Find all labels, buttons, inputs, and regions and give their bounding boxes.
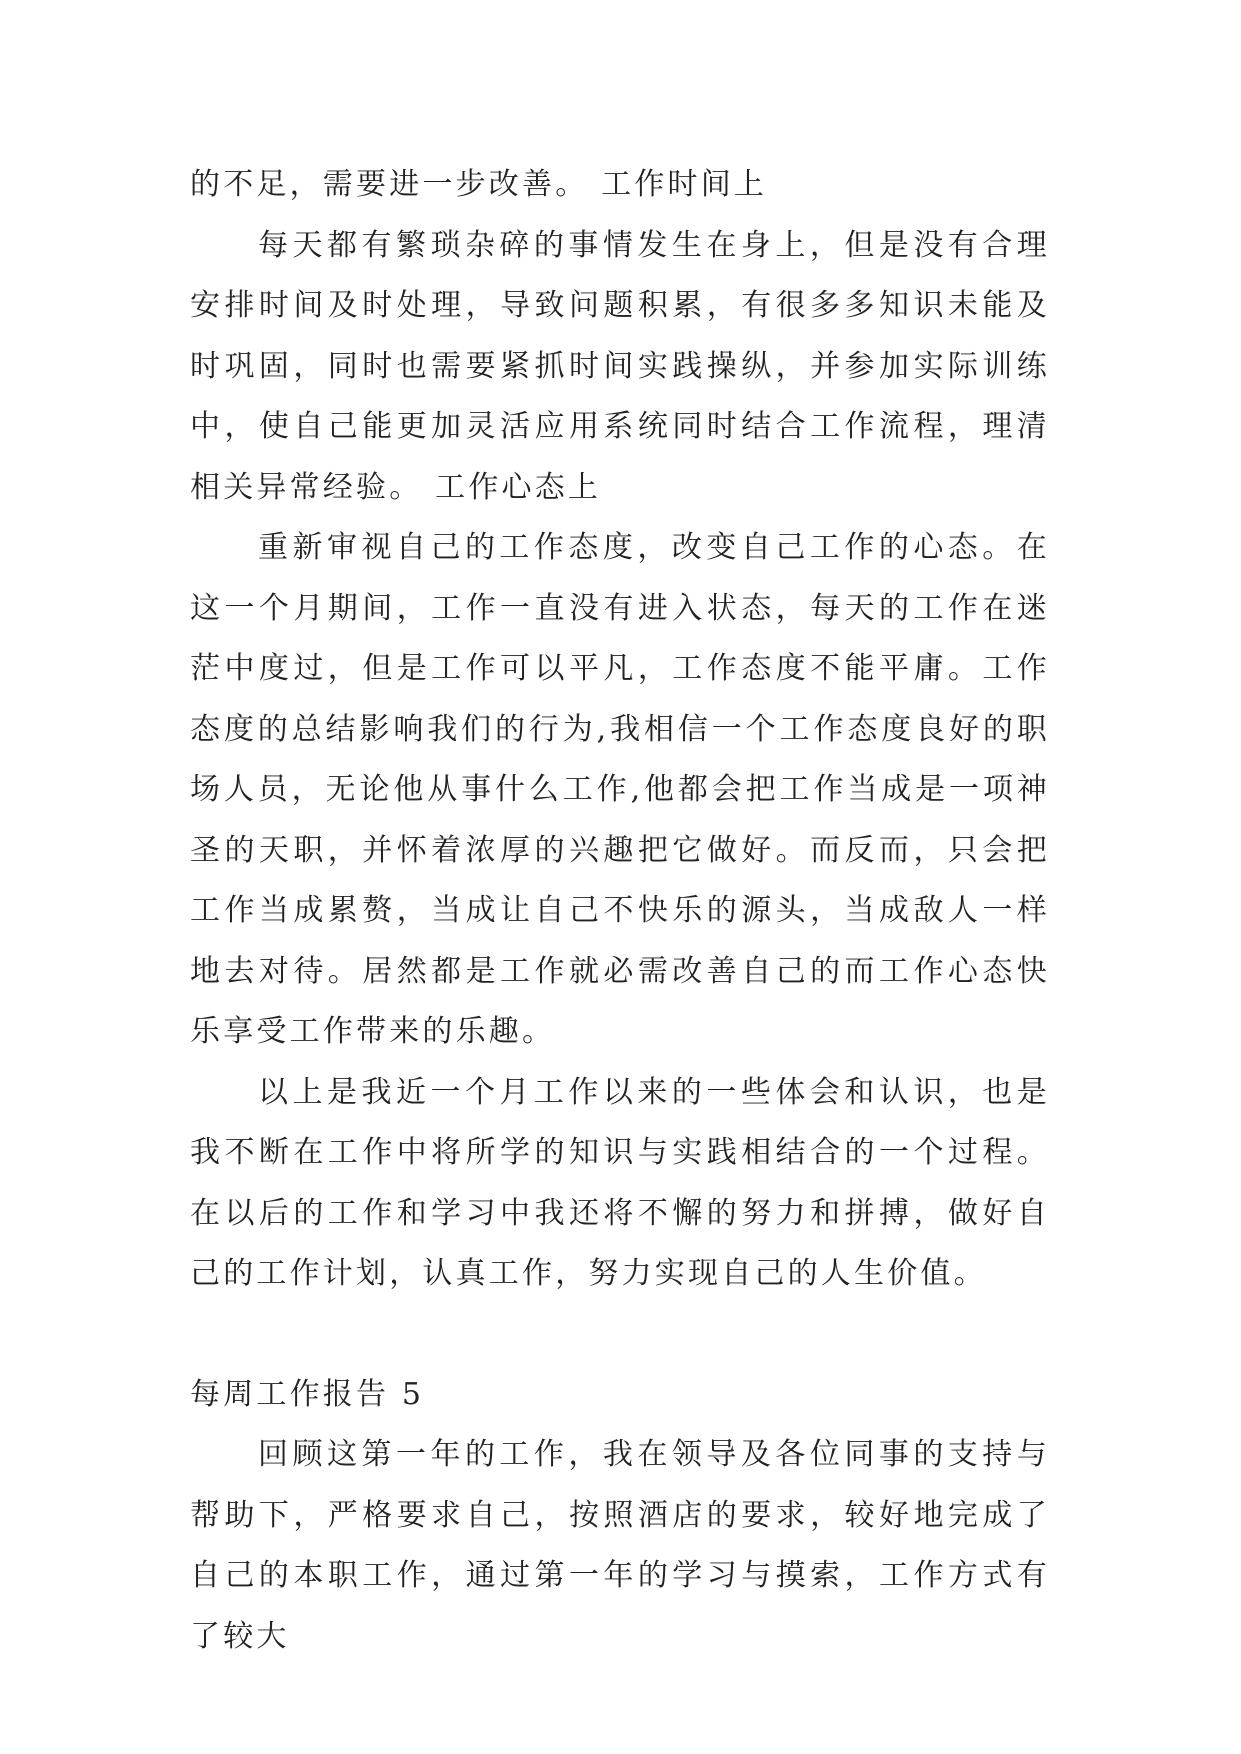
paragraph-1: 的不足，需要进一步改善。 工作时间上	[190, 167, 768, 202]
paragraph-3: 重新审视自己的工作态度，改变自己工作的心态。在这一个月期间，工作一直没有进入状态，每天的工作在迷茫中度过，但是工作可以平凡，工作态度不能平庸。工作态度的总结影响我们的行为,我相信一个工作态度良好的职场人员，无论他从事什么工作,他都会把工作当成是一项神圣的天职，并怀着浓厚的兴趣把它做好。而反而，只会把工作当成累赘，当成让自己不快乐的源头，当成敌人一样地去对待。居然都是工作就必需改善自己的而工作心态快乐享受工作带来的乐趣。	[190, 530, 1050, 1049]
document-body	[190, 155, 1050, 1667]
paragraph-2: 每天都有繁琐杂碎的事情发生在身上，但是没有合理安排时间及时处理，导致问题积累，有很多多知识未能及时巩固，同时也需要紧抓时间实践操纵，并参加实际训练中，使自己能更加灵活应用系统同时结合工作流程，理清相关异常经验。 工作心态上	[190, 227, 1050, 505]
section-paragraph-1: 回顾这第一年的工作，我在领导及各位同事的支持与帮助下，严格要求自己，按照酒店的要求，较好地完成了自己的本职工作，通过第一年的学习与摸索，工作方式有了较大	[190, 1437, 1050, 1654]
section-title: 每周工作报告 5	[190, 1376, 425, 1412]
paragraph-4: 以上是我近一个月工作以来的一些体会和认识，也是我不断在工作中将所学的知识与实践相结合的一个过程。在以后的工作和学习中我还将不懈的努力和拼搏，做好自己的工作计划，认真工作，努力实现自己的人生价值。	[190, 1074, 1050, 1291]
